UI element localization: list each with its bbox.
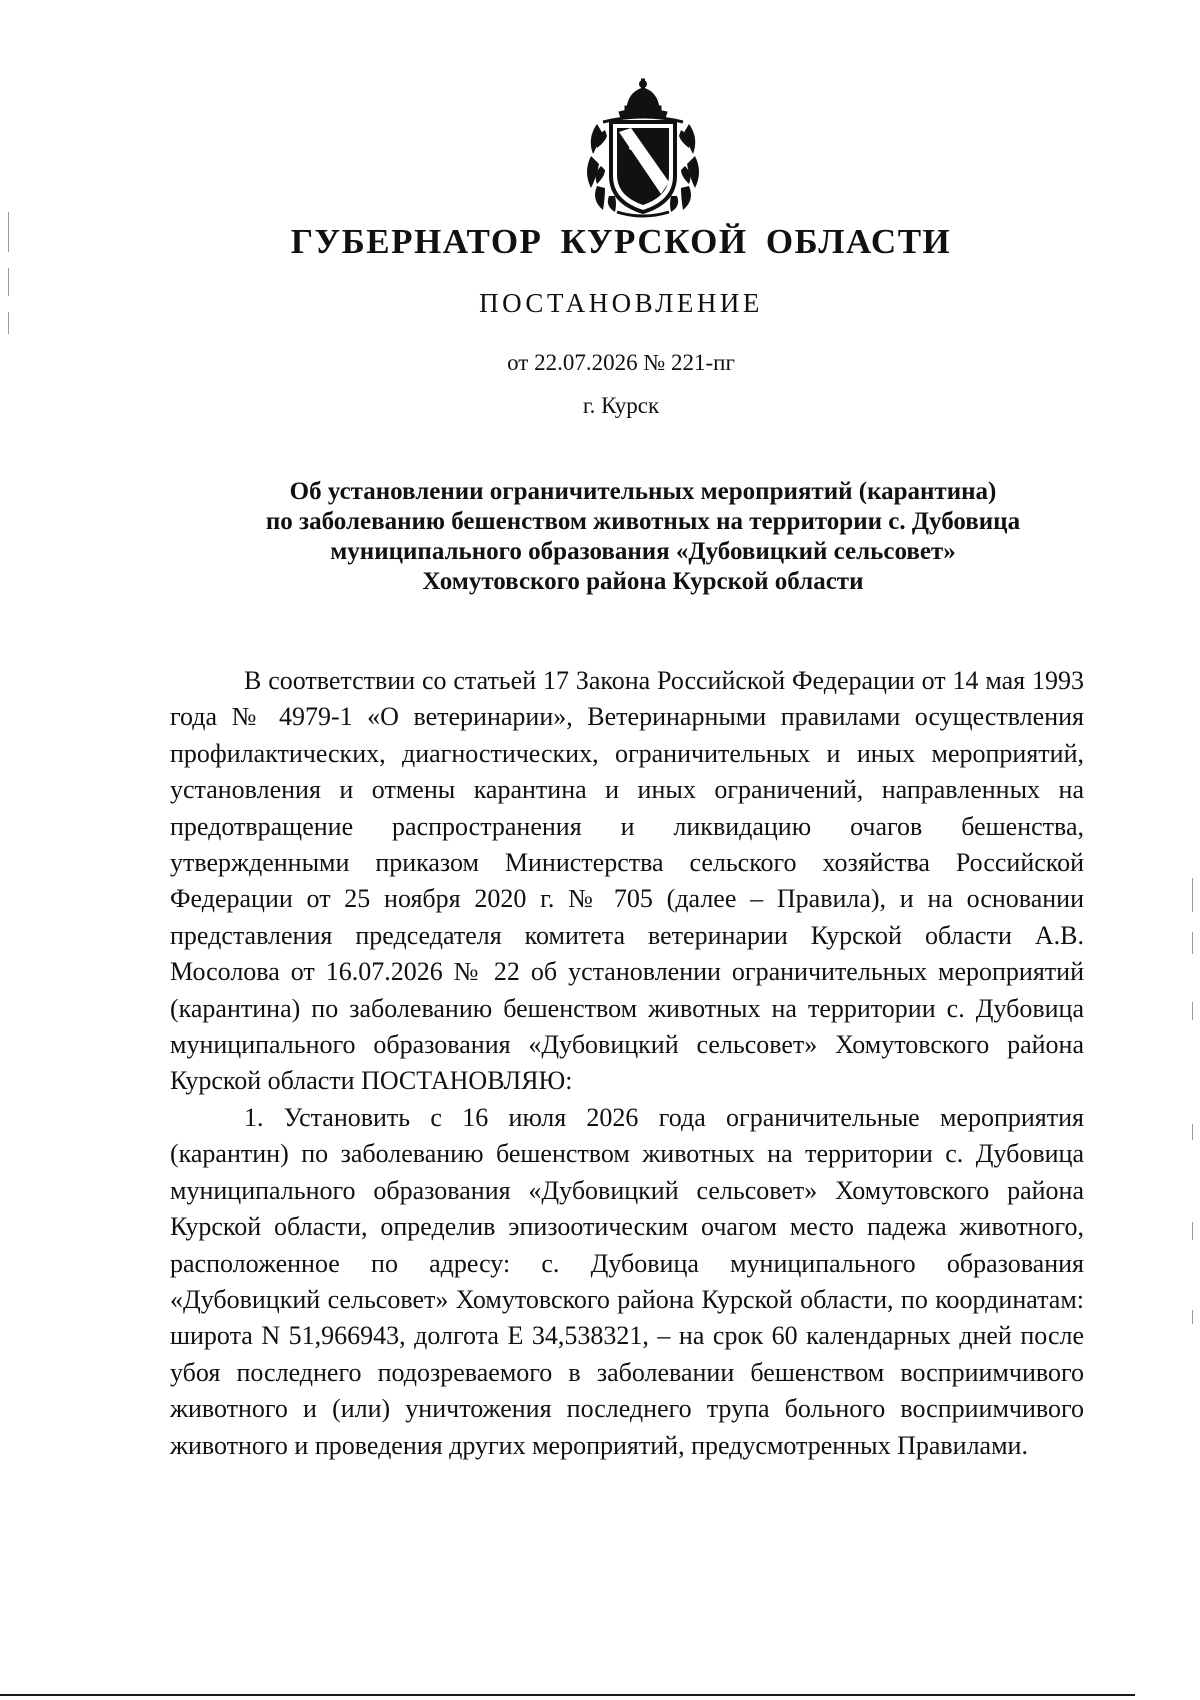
issuing-authority: ГУБЕРНАТОР КУРСКОЙ ОБЛАСТИ bbox=[290, 222, 952, 261]
title-line: Хомутовского района Курской области bbox=[422, 568, 864, 595]
scan-margin-mark bbox=[1192, 1002, 1193, 1020]
scan-margin-mark bbox=[1192, 932, 1193, 954]
scan-margin-mark bbox=[1192, 878, 1193, 912]
document-date-number: от 22.07.2026 № 221-пг bbox=[507, 350, 735, 375]
scan-margin-mark bbox=[1192, 1310, 1193, 1324]
kursk-coat-of-arms-icon bbox=[583, 78, 703, 218]
scan-margin-mark bbox=[1192, 1222, 1193, 1240]
document-type: ПОСТАНОВЛЕНИЕ bbox=[479, 288, 763, 318]
scan-margin-mark bbox=[1192, 1124, 1193, 1140]
document-city: г. Курск bbox=[582, 393, 660, 418]
document-body bbox=[170, 663, 1084, 1464]
body-paragraph-item-1: 1. Установить с 16 июля 2026 года ограничительные мероприятия (карантин) по заболеванию бешенством животных на территории с. Дубовица муниципального образования «Дубовицкий сельсовет» Хомутовского района Курской области, определив эпизоотическим очагом место падежа животного, расположенное по адресу: с. Дубовица муниципального образования «Дубовицкий сельсовет» Хомутовского района Курской области, по координатам: широта N 51,966943, долгота E 34,538321, – на срок 60 календарных дней после убоя последнего подозреваемого в заболевании бешенством восприимчивого животного и (или) уничтожения последнего трупа больного восприимчивого животного и проведения других мероприятий, предусмотренных Правилами. bbox=[170, 1102, 1084, 1460]
body-paragraph-preamble: В соответствии со статьей 17 Закона Российской Федерации от 14 мая 1993 года № 4979-1 «О ветеринарии», Ветеринарными правилами осуществления профилактических, диагностических, ограничительных и иных мероприятий, установления и отмены карантина и иных ограничений, направленных на предотвращение распространения и ликвидацию очагов бешенства, утвержденными приказом Министерства сельского хозяйства Российской Федерации от 25 ноября 2020 г. № 705 (далее – Правила), и на основании представления председателя комитета ветеринарии Курской области А.В. Мосолова от 16.07.2026 № 22 об установлении ограничительных мероприятий (карантина) по заболеванию бешенством животных на территории с. Дубовица муниципального образования «Дубовицкий сельсовет» Хомутовского района Курской области ПОСТАНОВЛЯЮ: bbox=[170, 666, 1084, 1096]
document-title bbox=[170, 477, 1116, 597]
title-line: по заболеванию бешенством животных на территории с. Дубовица bbox=[265, 508, 1021, 535]
title-line: Об установлении ограничительных мероприятий (карантина) bbox=[289, 478, 997, 505]
page-bottom-edge bbox=[0, 1694, 1135, 1696]
title-line: муниципального образования «Дубовицкий сельсовет» bbox=[330, 538, 956, 565]
